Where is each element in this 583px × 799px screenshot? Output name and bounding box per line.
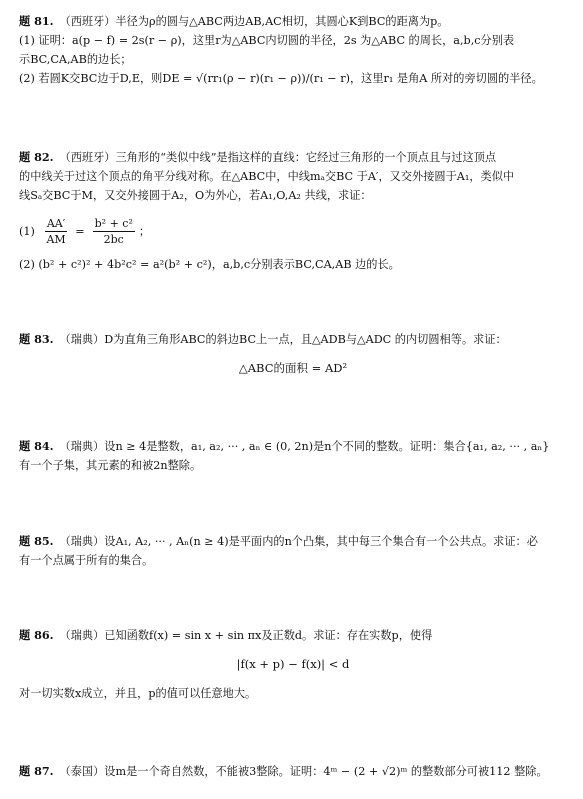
problem-number: 题 81. — [19, 14, 54, 28]
problem-text-line: 题 81. （西班牙）半径为ρ的圆与△ABC两边AB,AC相切，其圆心K到BC的距离为p。 — [19, 14, 449, 28]
problem-text-line: 有一个子集，其元素的和被2n整除。 — [19, 459, 202, 472]
problem-85 — [19, 532, 567, 570]
problem-84 — [19, 437, 567, 475]
problem-text-line: (2) 若圆K交BC边于D,E，则DE = √(rr₁(ρ − r)(r₁ − ρ))/(r₁ − r)，这里r₁ 是角A 所对的旁切圆的半径。 — [19, 72, 543, 85]
problem-text-line: 题 85. （瑞典）设A₁, A₂, ··· , Aₙ(n ≥ 4)是平面内的n个凸集，其中每三个集合有一个公共点。求证：必 — [19, 534, 538, 548]
problem-number: 题 82. — [19, 150, 54, 164]
display-formula: △ABC的面积 = AD² — [238, 361, 348, 375]
problem-number: 题 86. — [19, 628, 54, 642]
problem-text-line: 题 83. （瑞典）D为直角三角形ABC的斜边BC上一点，且△ADB与△ADC 的内切圆相等。求证： — [19, 332, 507, 346]
problem-number: 题 85. — [19, 534, 54, 548]
problem-81 — [19, 12, 567, 88]
problem-86 — [19, 626, 567, 703]
problem-text-line: 题 87. （泰国）设m是一个奇自然数，不能被3整除。证明：4ᵐ − (2 + √2)ᵐ 的整数部分可被112 整除。 — [19, 764, 548, 778]
problem-text-line: 题 82. （西班牙）三角形的“类似中线”是指这样的直线：它经过三角形的一个顶点且与过这顶点 — [19, 150, 497, 164]
problem-text-line: 题 84. （瑞典）设n ≥ 4是整数，a₁, a₂, ··· , aₙ ∈ (0, 2n)是n个不同的整数。证明：集合{a₁, a₂, ··· , aₙ} — [19, 439, 550, 453]
problem-text-line: 线Sₐ交BC于M，又交外接圆于A₂，O为外心，若A₁,O,A₂ 共线，求证： — [19, 189, 372, 202]
problem-number: 题 84. — [19, 439, 54, 453]
problem-text-line: 示BC,CA,AB的边长； — [19, 53, 132, 66]
fraction-rhs: $\frac{\text{b² + c²}}{2bc}$ — [94, 216, 133, 246]
problem-text-line: (1) 证明：a(p − f) = 2s(r − ρ)，这里r为△ABC内切圆的半径，2s 为△ABC 的周长，a,b,c分别表 — [19, 34, 515, 47]
problem-text-line: 对一切实数x成立，并且，p的值可以任意地大。 — [19, 687, 257, 700]
problem-number: 题 87. — [19, 764, 54, 778]
problem-82 — [19, 148, 567, 274]
problem-text-line: (2) (b² + c²)² + 4b²c² = a²(b² + c²)，a,b,c分别表示BC,CA,AB 边的长。 — [19, 258, 400, 271]
fraction-equation: (1) $\frac{AA'}{AM}$ = $\frac{\text{b² + c²}}{2bc}$ ； — [19, 216, 151, 246]
problem-text-line: 的中线关于过这个顶点的角平分线对称。在△ABC中，中线mₐ交BC 于A′，又交外接圆于A₁，类似中 — [19, 170, 515, 183]
problem-text-line: 题 86. （瑞典）已知函数f(x) = sin x + sin πx及正数d。求证：存在实数p，使得 — [19, 628, 433, 642]
problem-number: 题 83. — [19, 332, 54, 346]
problem-87 — [19, 762, 567, 781]
problem-83 — [19, 330, 567, 378]
problem-text-line: 有一个点属于所有的集合。 — [19, 554, 154, 567]
display-formula: |f(x + p) − f(x)| < d — [236, 657, 350, 671]
fraction-lhs: $\frac{AA'}{AM}$ — [46, 216, 66, 246]
